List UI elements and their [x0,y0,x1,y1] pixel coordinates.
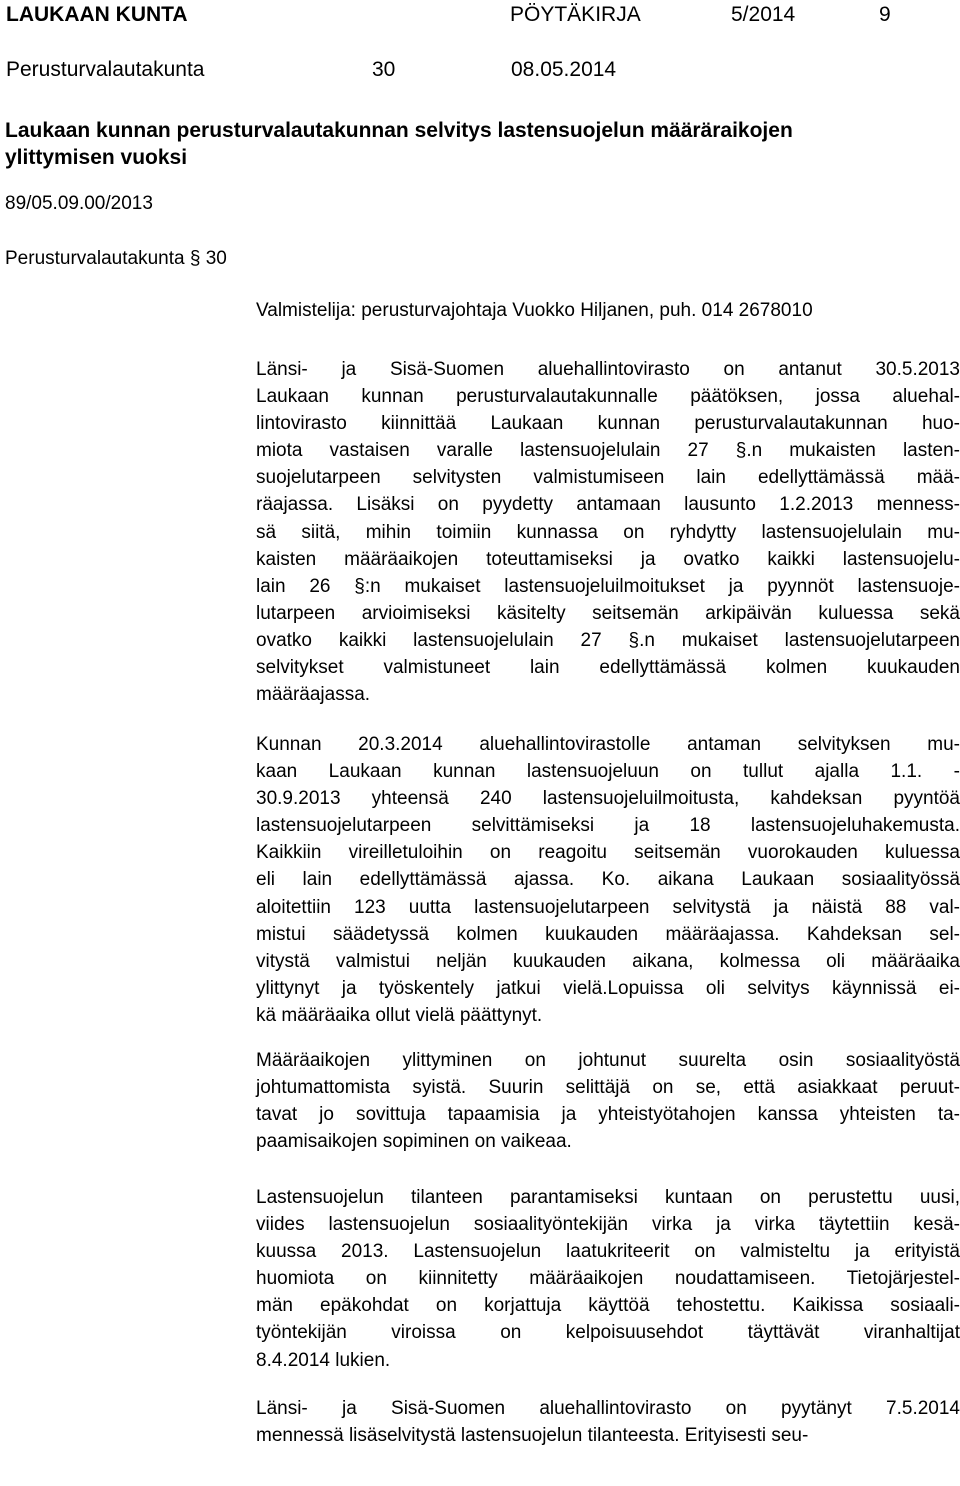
paragraph [256,1047,960,1155]
page-number: 9 [879,3,891,26]
paragraph-line: lutarpeen arvioimiseksi käsitelty seitsemän arkipäivän kuluessa sekä [256,602,960,624]
paragraph-line: Määräaikojen ylittyminen on johtunut suurelta osin sosiaalityöstä [256,1050,960,1071]
paragraph-line: eli lain edellyttämässä ajassa. Ko. aikana Laukaan sosiaalityössä [256,869,960,891]
paragraph-line: ovatko kaikki lastensuojelulain 27 §.n mukaiset lastensuojelutarpeen [256,629,960,651]
paragraph-line: kä määräaika ollut vielä päättynyt. [256,1004,543,1026]
paragraph-line: aloitettiin 123 uutta lastensuojelutarpeen selvitystä ja näistä 88 val- [256,896,960,918]
paragraph-line: paamisaikojen sopiminen on vaikeaa. [256,1131,572,1153]
board-name: Perusturvalautakunta [6,58,205,81]
paragraph-line: mistui säädetyssä kolmen kuukauden määräajassa. Kahdeksan sel- [256,923,960,945]
paragraph-line: 30.9.2013 yhteensä 240 lastensuojeluilmoitusta, kahdeksan pyyntöä [256,788,960,810]
paragraph [256,1395,960,1449]
paragraph-line: viides lastensuojelun sosiaalityöntekijän virka ja virka täytettiin kesä- [256,1214,960,1236]
paragraph-line: määräajassa. [256,684,371,706]
paragraph-line: miota vastaisen varalle lastensuojelulain 27 §.n mukaisten lasten- [256,440,960,462]
paragraph-line: johtumattomista syistä. Suurin selittäjä on se, että asiakkaat peruut- [256,1077,960,1099]
preparer-line: Valmistelija: perusturvajohtaja Vuokko Hiljanen, puh. 014 2678010 [256,300,813,321]
paragraph-line: lastensuojelutarpeen selvittämiseksi ja 18 lastensuojeluhakemusta. [256,815,960,837]
paragraph-line: ylittynyt ja työskentely jatkui vielä.Lopuissa oli selvitys käynnissä ei- [256,977,960,999]
document-title: Laukaan kunnan perusturvalautakunnan selvitys lastensuojelun määräraikojen ylittymisen vuoksi [5,119,793,169]
paragraph-line: räajassa. Lisäksi on pyydetty antamaan lausunto 1.2.2013 menness- [256,494,960,516]
paragraph-line: suojelutarpeen selvitysten valmistumiseen lain edellyttämässä mää- [256,467,960,489]
paragraph-line: työntekijän viroissa on kelpoisuusehdot täyttävät viranhaltijat [256,1322,960,1344]
section-mark: § [189,248,201,269]
paragraph-line: kaan Laukaan kunnan lastensuojeluun on tullut ajalla 1.1. - [256,761,960,783]
meeting-date: 08.05.2014 [511,58,617,81]
meeting-section [5,248,227,270]
paragraph-line: sä siitä, mihin toimiin kunnassa on ryhdytty lastensuojelulain mu- [256,521,960,543]
paragraph-line: mennessä lisäselvitystä lastensuojelun tilanteesta. Erityisesti seu- [256,1425,809,1447]
paragraph-line: Kunnan 20.3.2014 aluehallintovirastolle antaman selvityksen mu- [256,734,960,755]
paragraph-line: selvitykset valmistuneet lain edellyttämässä kolmen kuukauden [256,657,960,679]
paragraph-line: lain 26 §:n mukaiset lastensuojeluilmoitukset ja pyynnöt lastensuoje- [256,575,960,597]
paragraph-line: kuussa 2013. Lastensuojelun laatukriteerit on valmisteltu ja erityistä [256,1241,960,1263]
document-number: 5/2014 [731,3,796,26]
paragraph-line: Lastensuojelun tilanteen parantamiseksi kuntaan on perustettu uusi, [256,1187,960,1208]
paragraph-line: 8.4.2014 lukien. [256,1349,391,1371]
paragraph-line: lintovirasto kiinnittää Laukaan kunnan perusturvalautakunnan huo- [256,413,960,435]
paragraph-line: tavat jo sovittuja tapaamisia ja yhteistyötahojen kanssa yhteisten ta- [256,1104,960,1126]
meeting-board: Perusturvalautakunta [5,248,185,269]
organization-name: LAUKAAN KUNTA [6,3,188,26]
paragraph-line: Länsi- ja Sisä-Suomen aluehallintovirasto on pyytänyt 7.5.2014 [256,1398,960,1419]
diary-number: 89/05.09.00/2013 [5,193,153,214]
paragraph-line: huomiota on kiinnitetty määräaikojen noudattamiseen. Tietojärjestel- [256,1268,960,1290]
meeting-section-number: 30 [205,248,227,269]
paragraph [256,731,960,1029]
section-number: 30 [372,58,396,81]
paragraph-line: Kaikkiin vireilletuloihin on reagoitu seitsemän vuorokauden kuluessa [256,842,960,864]
document-type: PÖYTÄKIRJA [510,3,641,26]
paragraph-line: Laukaan kunnan perusturvalautakunnalle päätöksen, jossa aluehal- [256,386,960,408]
paragraph [256,356,960,708]
paragraph-line: vitystä valmistui neljän kuukauden aikana, kolmessa oli määräaika [256,950,960,972]
paragraph-line: Länsi- ja Sisä-Suomen aluehallintovirasto on antanut 30.5.2013 [256,359,960,380]
paragraph-line: kaisten määräaikojen toteuttamiseksi ja ovatko kaikki lastensuojelu- [256,548,960,570]
paragraph-line: män epäkohdat on korjattuja käyttöä tehostettu. Kaikissa sosiaali- [256,1295,960,1317]
paragraph [256,1184,960,1374]
